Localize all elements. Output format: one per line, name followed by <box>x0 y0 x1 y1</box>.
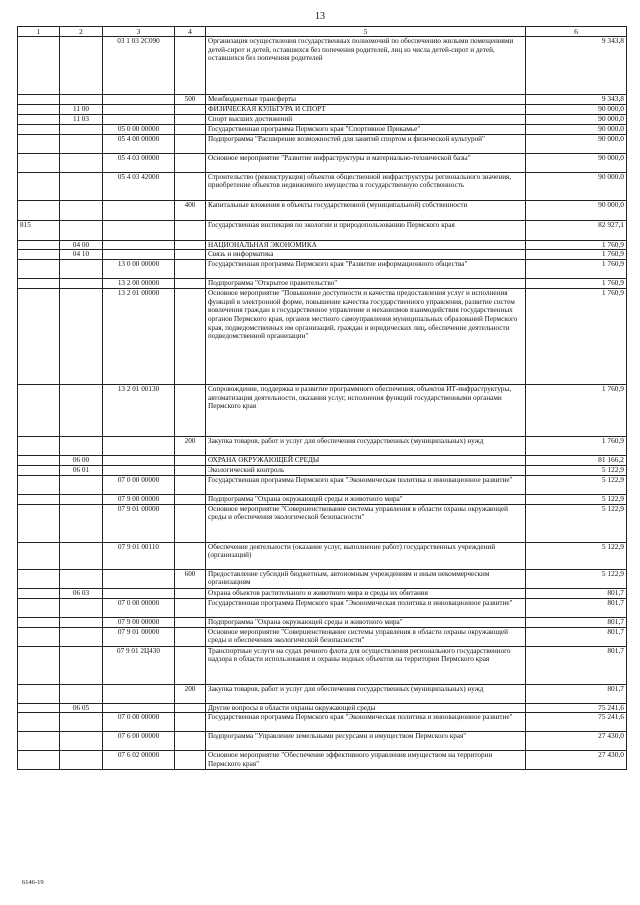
table-row <box>18 598 627 617</box>
expense-type-cell <box>175 114 206 124</box>
expense-type-cell <box>175 617 206 627</box>
section-code-cell <box>60 542 103 569</box>
amount-cell: 5 122,9 <box>526 494 627 504</box>
target-code-cell: 13 2 01 00130 <box>103 385 175 437</box>
target-code-cell: 13 2 01 00000 <box>103 289 175 385</box>
table-row <box>18 504 627 542</box>
expense-type-cell <box>175 598 206 617</box>
section-code-cell <box>60 504 103 542</box>
table-row <box>18 684 627 703</box>
table-row <box>18 466 627 476</box>
item-name-cell: Подпрограмма "Расширение возможностей для занятий спортом и физической культурой" <box>206 134 526 153</box>
target-code-cell: 03 1 03 2С090 <box>103 37 175 95</box>
org-code-cell <box>18 172 60 200</box>
col-header-4: 4 <box>175 27 206 37</box>
section-code-cell: 06 05 <box>60 703 103 713</box>
expense-type-cell <box>175 713 206 732</box>
expense-type-cell: 600 <box>175 569 206 588</box>
section-code-cell <box>60 37 103 95</box>
expense-type-cell <box>175 134 206 153</box>
org-code-cell <box>18 732 60 751</box>
table-row <box>18 617 627 627</box>
org-code-cell <box>18 279 60 289</box>
table-row <box>18 588 627 598</box>
col-header-6: 6 <box>526 27 627 37</box>
table-row <box>18 437 627 456</box>
item-name-cell: Капитальные вложения в объекты государственной (муниципальной) собственности <box>206 200 526 220</box>
expense-type-cell <box>175 260 206 279</box>
section-code-cell <box>60 134 103 153</box>
target-code-cell: 07 6 02 00000 <box>103 751 175 770</box>
amount-cell: 801,7 <box>526 684 627 703</box>
org-code-cell <box>18 617 60 627</box>
expense-type-cell <box>175 220 206 240</box>
expense-type-cell <box>175 627 206 646</box>
table-row <box>18 220 627 240</box>
expense-type-cell <box>175 456 206 466</box>
table-row <box>18 95 627 105</box>
org-code-cell <box>18 504 60 542</box>
section-code-cell <box>60 279 103 289</box>
section-code-cell <box>60 684 103 703</box>
expense-type-cell <box>175 494 206 504</box>
target-code-cell <box>103 466 175 476</box>
item-name-cell: Транспортные услуги на судах речного флота для осуществления регионального государственного надзора в области использования и охраны водных объектов на территории Пермского края <box>206 646 526 684</box>
org-code-cell <box>18 260 60 279</box>
target-code-cell: 07 0 00 00000 <box>103 598 175 617</box>
amount-cell: 801,7 <box>526 588 627 598</box>
item-name-cell: Связь и информатика <box>206 250 526 260</box>
org-code-cell <box>18 385 60 437</box>
expense-type-cell <box>175 124 206 134</box>
org-code-cell <box>18 114 60 124</box>
item-name-cell: Организация осуществления государственных полномочий по обеспечению жилыми помещениями детей-сирот и детей, оставшихся без попечения родителей, лиц из числа детей-сирот и детей, оставшихся без попечения родителей <box>206 37 526 95</box>
page-number: 13 <box>315 11 325 22</box>
section-code-cell: 11 00 <box>60 104 103 114</box>
expense-type-cell: 500 <box>175 95 206 105</box>
item-name-cell: ОХРАНА ОКРУЖАЮЩЕЙ СРЕДЫ <box>206 456 526 466</box>
expense-type-cell <box>175 732 206 751</box>
org-code-cell: 815 <box>18 220 60 240</box>
section-code-cell: 06 03 <box>60 588 103 598</box>
section-code-cell <box>60 732 103 751</box>
amount-cell: 75 241,6 <box>526 703 627 713</box>
table-row <box>18 703 627 713</box>
section-code-cell <box>60 200 103 220</box>
org-code-cell <box>18 289 60 385</box>
org-code-cell <box>18 542 60 569</box>
target-code-cell: 07 9 01 00000 <box>103 504 175 542</box>
amount-cell: 90 000,0 <box>526 114 627 124</box>
amount-cell: 90 000,0 <box>526 104 627 114</box>
target-code-cell <box>103 456 175 466</box>
table-row <box>18 475 627 494</box>
expense-type-cell <box>175 588 206 598</box>
table-row <box>18 260 627 279</box>
target-code-cell <box>103 588 175 598</box>
table-header-row <box>18 27 627 37</box>
target-code-cell: 05 4 00 00000 <box>103 134 175 153</box>
item-name-cell: Основное мероприятие "Обеспечение эффективного управления имуществом на территории Пермского края" <box>206 751 526 770</box>
section-code-cell <box>60 289 103 385</box>
org-code-cell <box>18 684 60 703</box>
target-code-cell: 13 2 00 00000 <box>103 279 175 289</box>
document-code: 6146-19 <box>22 879 44 886</box>
org-code-cell <box>18 751 60 770</box>
table-row <box>18 124 627 134</box>
amount-cell: 801,7 <box>526 598 627 617</box>
table-row <box>18 646 627 684</box>
item-name-cell: Государственная программа Пермского края "Экономическая политика и инновационное развитие" <box>206 598 526 617</box>
amount-cell: 9 343,8 <box>526 37 627 95</box>
table-row <box>18 37 627 95</box>
target-code-cell: 07 6 00 00000 <box>103 732 175 751</box>
item-name-cell: ФИЗИЧЕСКАЯ КУЛЬТУРА И СПОРТ <box>206 104 526 114</box>
org-code-cell <box>18 494 60 504</box>
amount-cell: 90 000,0 <box>526 134 627 153</box>
expense-type-cell <box>175 646 206 684</box>
table-row <box>18 569 627 588</box>
amount-cell: 81 166,2 <box>526 456 627 466</box>
target-code-cell: 07 0 00 00000 <box>103 475 175 494</box>
item-name-cell: Межбюджетные трансферты <box>206 95 526 105</box>
org-code-cell <box>18 456 60 466</box>
table-row <box>18 494 627 504</box>
org-code-cell <box>18 598 60 617</box>
amount-cell: 1 760,9 <box>526 260 627 279</box>
section-code-cell <box>60 124 103 134</box>
org-code-cell <box>18 437 60 456</box>
expense-type-cell <box>175 279 206 289</box>
section-code-cell: 06 00 <box>60 456 103 466</box>
section-code-cell <box>60 260 103 279</box>
table-row <box>18 153 627 172</box>
item-name-cell: Другие вопросы в области охраны окружающей среды <box>206 703 526 713</box>
table-row <box>18 751 627 770</box>
amount-cell: 27 430,0 <box>526 751 627 770</box>
expense-type-cell <box>175 37 206 95</box>
target-code-cell <box>103 240 175 250</box>
target-code-cell: 13 0 00 00000 <box>103 260 175 279</box>
target-code-cell: 07 0 00 00000 <box>103 713 175 732</box>
item-name-cell: Государственная программа Пермского края "Экономическая политика и инновационное развитие" <box>206 713 526 732</box>
org-code-cell <box>18 588 60 598</box>
col-header-5: 5 <box>206 27 526 37</box>
expense-type-cell: 400 <box>175 200 206 220</box>
org-code-cell <box>18 95 60 105</box>
amount-cell: 1 760,9 <box>526 279 627 289</box>
amount-cell: 5 122,9 <box>526 504 627 542</box>
table-row <box>18 627 627 646</box>
item-name-cell: Строительство (реконструкция) объектов общественной инфраструктуры регионального значения, приобретение объектов недвижимого имущества в государственную собственность <box>206 172 526 200</box>
target-code-cell <box>103 437 175 456</box>
item-name-cell: Закупка товаров, работ и услуг для обеспечения государственных (муниципальных) нужд <box>206 684 526 703</box>
table-row <box>18 713 627 732</box>
item-name-cell: Сопровождение, поддержка и развитие программного обеспечения, объектов ИТ-инфраструктуры, автоматизация деятельности, оказания услуг, исполнения функций государственными органами Пермского края <box>206 385 526 437</box>
amount-cell: 75 241,6 <box>526 713 627 732</box>
section-code-cell <box>60 220 103 240</box>
item-name-cell: Государственная программа Пермского края "Спортивное Прикамье" <box>206 124 526 134</box>
item-name-cell: Государственная программа Пермского края "Развитие информационного общества" <box>206 260 526 279</box>
table-row <box>18 279 627 289</box>
expense-type-cell: 200 <box>175 437 206 456</box>
item-name-cell: Подпрограмма "Охрана окружающей среды и животного мира" <box>206 494 526 504</box>
target-code-cell <box>103 114 175 124</box>
expense-type-cell <box>175 104 206 114</box>
item-name-cell: Обеспечение деятельности (оказание услуг, выполнение работ) государственных учреждений (организаций) <box>206 542 526 569</box>
expense-type-cell <box>175 542 206 569</box>
section-code-cell <box>60 437 103 456</box>
budget-table <box>17 26 627 770</box>
target-code-cell <box>103 250 175 260</box>
item-name-cell: НАЦИОНАЛЬНАЯ ЭКОНОМИКА <box>206 240 526 250</box>
expense-type-cell: 200 <box>175 684 206 703</box>
table-row <box>18 250 627 260</box>
item-name-cell: Государственная программа Пермского края "Экономическая политика и инновационное развитие" <box>206 475 526 494</box>
section-code-cell <box>60 627 103 646</box>
item-name-cell: Государственная инспекция по экологии и природопользованию Пермского края <box>206 220 526 240</box>
org-code-cell <box>18 134 60 153</box>
item-name-cell: Основное мероприятие "Развитие инфраструктуры и материально-технической базы" <box>206 153 526 172</box>
amount-cell: 90 000,0 <box>526 172 627 200</box>
amount-cell: 801,7 <box>526 646 627 684</box>
expense-type-cell <box>175 466 206 476</box>
expense-type-cell <box>175 475 206 494</box>
section-code-cell <box>60 475 103 494</box>
target-code-cell <box>103 95 175 105</box>
section-code-cell: 06 01 <box>60 466 103 476</box>
org-code-cell <box>18 466 60 476</box>
section-code-cell <box>60 172 103 200</box>
org-code-cell <box>18 475 60 494</box>
amount-cell: 90 000,0 <box>526 153 627 172</box>
expense-type-cell <box>175 153 206 172</box>
item-name-cell: Экологический контроль <box>206 466 526 476</box>
item-name-cell: Основное мероприятие "Повышение доступности и качества предоставления услуг и исполнения функций в электронной форме, повышение качества государственного управления, развитие систем вовлечения граждан в государственное управление и механизмов взаимодействия государственных органов Пермского края, органов местного самоуправления муниципальных образований Пермского края, подведомственных им организаций, граждан и юридических лиц, обеспечение деятельности подведомственной организации" <box>206 289 526 385</box>
amount-cell: 5 122,9 <box>526 475 627 494</box>
org-code-cell <box>18 153 60 172</box>
section-code-cell: 04 00 <box>60 240 103 250</box>
section-code-cell <box>60 598 103 617</box>
table-body <box>18 37 627 770</box>
target-code-cell: 07 9 01 00110 <box>103 542 175 569</box>
item-name-cell: Основное мероприятие "Совершенствование системы управления в области охраны окружающей среды и обеспечения экологической безопасности" <box>206 504 526 542</box>
amount-cell: 1 760,9 <box>526 385 627 437</box>
table-row <box>18 542 627 569</box>
col-header-3: 3 <box>103 27 175 37</box>
amount-cell: 27 430,0 <box>526 732 627 751</box>
table-row <box>18 134 627 153</box>
table-row <box>18 456 627 466</box>
expense-type-cell <box>175 703 206 713</box>
table-row <box>18 385 627 437</box>
expense-type-cell <box>175 172 206 200</box>
item-name-cell: Закупка товаров, работ и услуг для обеспечения государственных (муниципальных) нужд <box>206 437 526 456</box>
target-code-cell <box>103 220 175 240</box>
org-code-cell <box>18 250 60 260</box>
section-code-cell <box>60 617 103 627</box>
target-code-cell: 07 9 00 00000 <box>103 494 175 504</box>
section-code-cell <box>60 95 103 105</box>
target-code-cell: 05 4 03 42000 <box>103 172 175 200</box>
amount-cell: 5 122,9 <box>526 542 627 569</box>
table-row <box>18 289 627 385</box>
item-name-cell: Подпрограмма "Управление земельными ресурсами и имуществом Пермского края" <box>206 732 526 751</box>
amount-cell: 1 760,9 <box>526 240 627 250</box>
amount-cell: 9 343,8 <box>526 95 627 105</box>
col-header-2: 2 <box>60 27 103 37</box>
table-row <box>18 114 627 124</box>
amount-cell: 5 122,9 <box>526 569 627 588</box>
amount-cell: 1 760,9 <box>526 437 627 456</box>
org-code-cell <box>18 124 60 134</box>
col-header-1: 1 <box>18 27 60 37</box>
org-code-cell <box>18 713 60 732</box>
item-name-cell: Спорт высших достижений <box>206 114 526 124</box>
target-code-cell: 07 9 00 00000 <box>103 617 175 627</box>
expense-type-cell <box>175 289 206 385</box>
target-code-cell <box>103 104 175 114</box>
section-code-cell <box>60 385 103 437</box>
org-code-cell <box>18 646 60 684</box>
target-code-cell: 05 4 03 00000 <box>103 153 175 172</box>
section-code-cell <box>60 494 103 504</box>
section-code-cell <box>60 153 103 172</box>
section-code-cell <box>60 713 103 732</box>
section-code-cell <box>60 569 103 588</box>
amount-cell: 801,7 <box>526 627 627 646</box>
item-name-cell: Предоставление субсидий бюджетным, автономным учреждениям и иным некоммерческим организациям <box>206 569 526 588</box>
target-code-cell <box>103 703 175 713</box>
org-code-cell <box>18 37 60 95</box>
expense-type-cell <box>175 385 206 437</box>
target-code-cell: 07 9 01 00000 <box>103 627 175 646</box>
item-name-cell: Подпрограмма "Охрана окружающей среды и животного мира" <box>206 617 526 627</box>
table-row <box>18 732 627 751</box>
amount-cell: 90 000,0 <box>526 200 627 220</box>
org-code-cell <box>18 240 60 250</box>
section-code-cell <box>60 751 103 770</box>
expense-type-cell <box>175 504 206 542</box>
target-code-cell <box>103 569 175 588</box>
amount-cell: 5 122,9 <box>526 466 627 476</box>
section-code-cell: 11 03 <box>60 114 103 124</box>
org-code-cell <box>18 703 60 713</box>
amount-cell: 1 760,9 <box>526 289 627 385</box>
amount-cell: 801,7 <box>526 617 627 627</box>
org-code-cell <box>18 627 60 646</box>
amount-cell: 90 000,0 <box>526 124 627 134</box>
item-name-cell: Основное мероприятие "Совершенствование системы управления в области охраны окружающей среды и обеспечения экологической безопасности" <box>206 627 526 646</box>
expense-type-cell <box>175 751 206 770</box>
table-row <box>18 172 627 200</box>
org-code-cell <box>18 569 60 588</box>
org-code-cell <box>18 200 60 220</box>
table-row <box>18 104 627 114</box>
section-code-cell <box>60 646 103 684</box>
target-code-cell <box>103 200 175 220</box>
target-code-cell <box>103 684 175 703</box>
expense-type-cell <box>175 250 206 260</box>
item-name-cell: Подпрограмма "Открытое правительство" <box>206 279 526 289</box>
section-code-cell: 04 10 <box>60 250 103 260</box>
amount-cell: 82 927,1 <box>526 220 627 240</box>
table-row <box>18 240 627 250</box>
org-code-cell <box>18 104 60 114</box>
expense-type-cell <box>175 240 206 250</box>
target-code-cell: 05 0 00 00000 <box>103 124 175 134</box>
table-row <box>18 200 627 220</box>
target-code-cell: 07 9 01 2Ц430 <box>103 646 175 684</box>
item-name-cell: Охрана объектов растительного и животного мира и среды их обитания <box>206 588 526 598</box>
amount-cell: 1 760,9 <box>526 250 627 260</box>
